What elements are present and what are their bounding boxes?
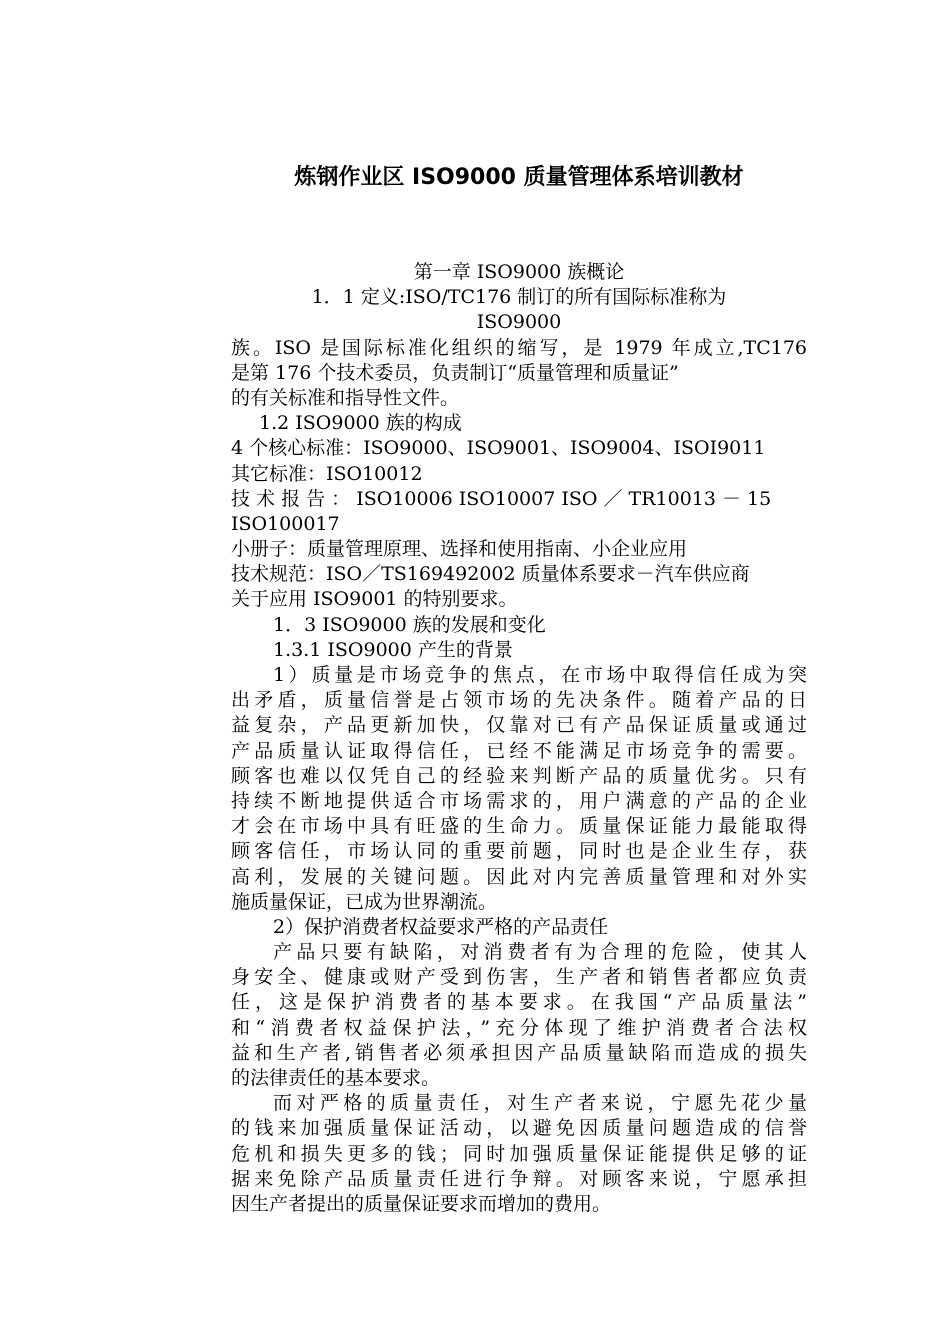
text-line: 产品只要有缺陷，对消费者有为合理的危险，使其人 (273, 941, 807, 964)
section-1-3-heading: 1．3 ISO9000 族的发展和变化 (273, 613, 546, 636)
text-line: 益复杂，产品更新加快，仅靠对已有产品保证质量或通过 (231, 714, 807, 737)
text-line: 才会在市场中具有旺盛的生命力。质量保证能力最能取得 (231, 815, 807, 838)
text-line: 和“消费者权益保护法，”充分体现了维护消费者合法权 (231, 1016, 807, 1039)
text-line: 1）质量是市场竞争的焦点，在市场中取得信任成为突 (273, 664, 807, 686)
text-line: 产品质量认证取得信任，已经不能满足市场竞争的需要。 (231, 739, 807, 762)
text-line: 施质量保证，已成为世界潮流。 (231, 890, 498, 913)
text-line: 技术规范：ISO／TS169492002 质量体系要求－汽车供应商 (231, 563, 750, 586)
text-line: 据来免除产品质量责任进行争辩。对顾客来说，宁愿承担 (231, 1167, 807, 1190)
text-line: 族。ISO 是国际标准化组织的缩写，是 1979 年成立,TC176 (231, 336, 807, 359)
text-line: 出矛盾，质量信誉是占领市场的先决条件。随着产品的日 (231, 689, 807, 712)
section-1-3-1-heading: 1.3.1 ISO9000 产生的背景 (273, 638, 513, 661)
text-line: 4 个核心标准：ISO9000、ISO9001、ISO9004、ISOI9011 (231, 437, 766, 460)
text-line: 危机和损失更多的钱；同时加强质量保证能提供足够的证 (231, 1142, 807, 1165)
text-line: 技 术 报 告 ： ISO10006 ISO10007 ISO ／ TR10013 － 15 (231, 487, 772, 510)
text-line: 小册子：质量管理原理、选择和使用指南、小企业应用 (231, 538, 688, 561)
section-1-1-heading: 1．1 定义:ISO/TC176 制订的所有国际标准称为 (311, 286, 727, 309)
text-line: 顾客也难以仅凭自己的经验来判断产品的质量优劣。只有 (231, 764, 807, 787)
text-line: 因生产者提出的质量保证要求而增加的费用。 (231, 1192, 612, 1215)
text-line: 的钱来加强质量保证活动，以避免因质量问题造成的信誉 (231, 1117, 807, 1140)
document-body (231, 260, 807, 1217)
text-line: 持续不断地提供适合市场需求的，用户满意的产品的企业 (231, 789, 807, 812)
text-line: 的有关标准和指导性文件。 (231, 386, 460, 409)
text-line: 的法律责任的基本要求。 (231, 1067, 441, 1089)
text-line: 是第 176 个技术委员，负责制订“质量管理和质量证” (231, 361, 679, 384)
text-line: ISO100017 (231, 512, 340, 535)
text-line: 高利，发展的关键问题。因此对内完善质量管理和对外实 (231, 865, 807, 888)
text-line: 身安全、健康或财产受到伤害，生产者和销售者都应负责 (231, 966, 807, 989)
text-line: 关于应用 ISO9001 的特别要求。 (231, 588, 518, 611)
subsection-heading: 2）保护消费者权益要求严格的产品责任 (273, 915, 609, 938)
text-line: 任，这是保护消费者的基本要求。在我国“产品质量法” (231, 991, 807, 1014)
chapter-heading: 第一章 ISO9000 族概论 (413, 261, 625, 283)
text-line: ISO9000 (476, 311, 562, 334)
document-title: 炼钢作业区 ISO9000 质量管理体系培训教材 (294, 165, 744, 190)
text-line: 其它标准：ISO10012 (231, 462, 423, 485)
text-line: 而对严格的质量责任，对生产者来说，宁愿先花少量 (273, 1092, 807, 1115)
section-1-2-heading: 1.2 ISO9000 族的构成 (259, 412, 462, 435)
text-line: 顾客信任，市场认同的重要前题，同时也是企业生存，获 (231, 840, 807, 863)
text-line: 益和生产者,销售者必须承担因产品质量缺陷而造成的损失 (231, 1041, 807, 1064)
